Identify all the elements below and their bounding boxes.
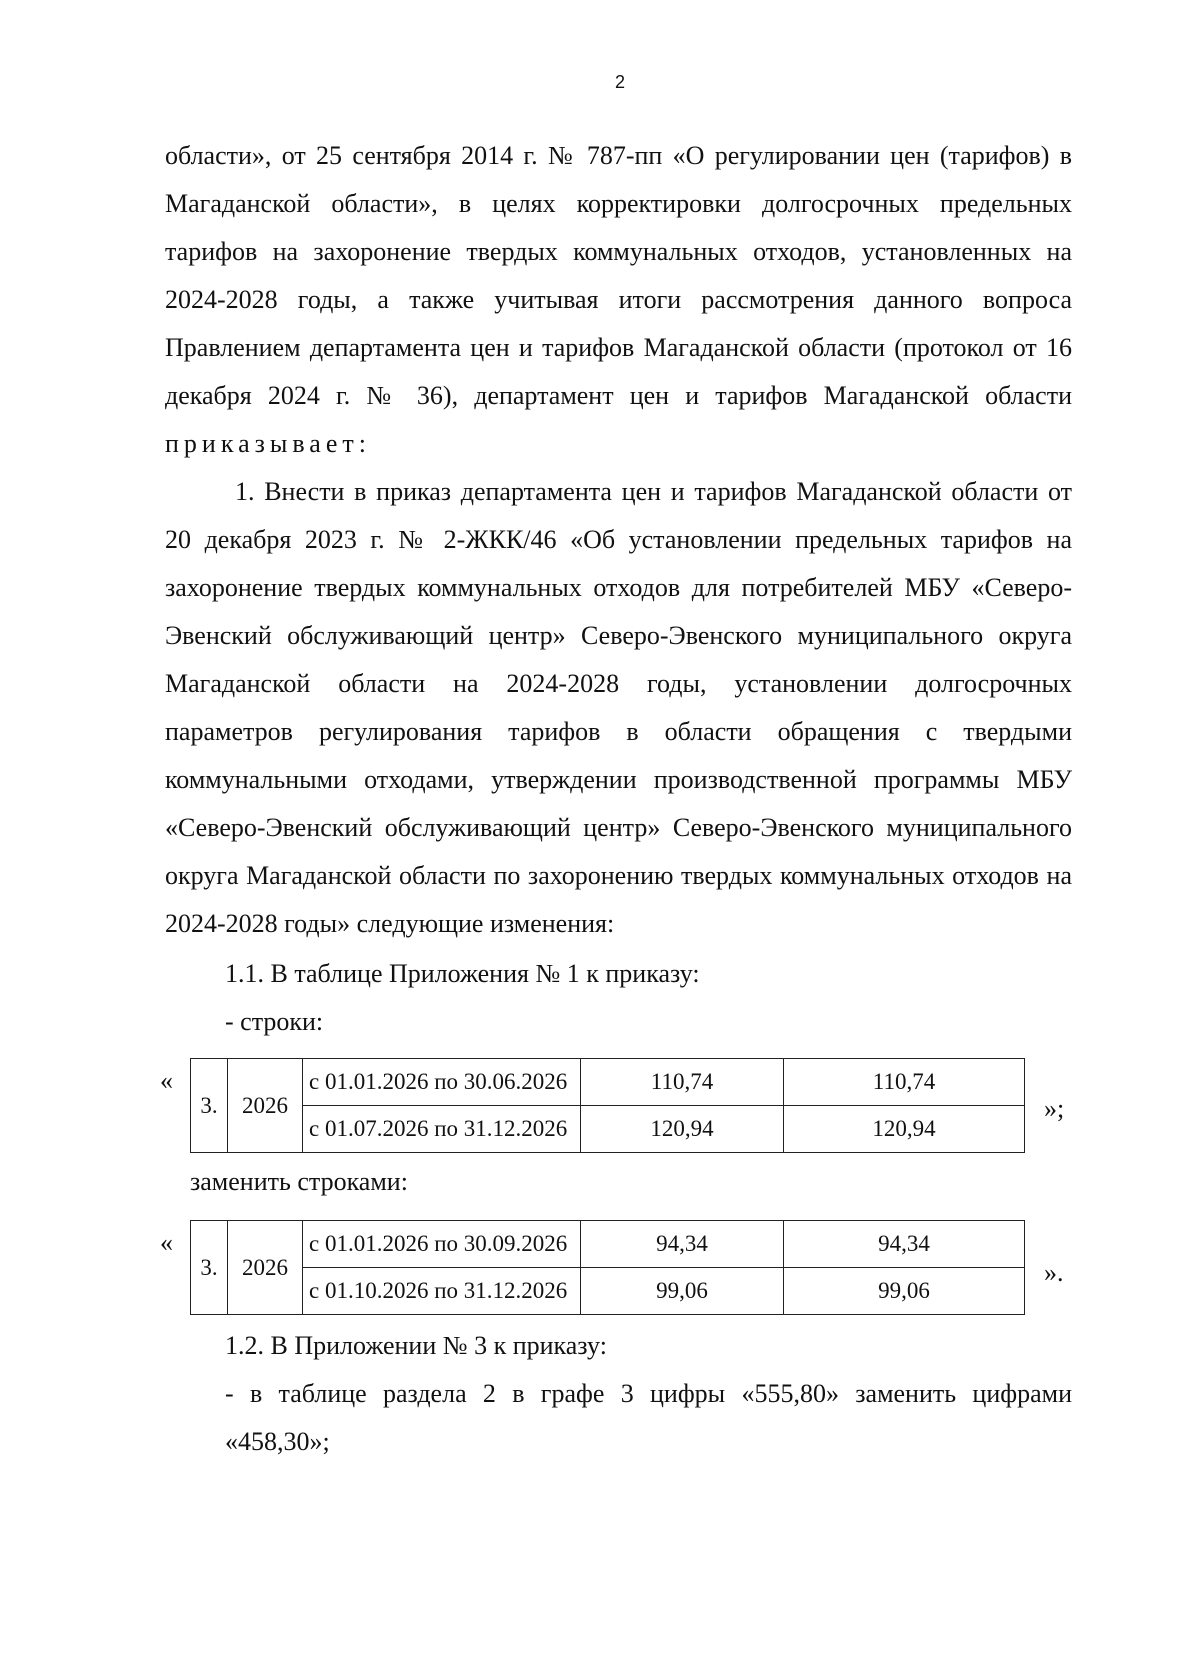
replace-label: заменить строками:: [190, 1167, 408, 1196]
row-year: 2026: [228, 1221, 303, 1315]
rows-label: - строки:: [225, 1007, 324, 1036]
item-1-2-heading: 1.2. В Приложении № 3 к приказу:: [225, 1331, 607, 1360]
table-old-rows: [190, 1058, 1025, 1153]
table-row: [191, 1106, 1025, 1153]
paragraph-item-1: [165, 468, 1072, 948]
period-cell: с 01.10.2026 по 31.12.2026: [303, 1268, 581, 1315]
item-1-text: 1. Внести в приказ департамента цен и тарифов Магаданской области от 20 декабря 2023 г. № 2-ЖКК/46 «Об установлении предельных тарифов на захоронение твердых коммунальных отходов для потребителей МБУ «Северо-Эвенский обслуживающий центр» Северо-Эвенского муниципального округа Магаданской области на 2024-2028 годы, установлении долгосрочных параметров регулирования тарифов в области обращения с твердыми коммунальными отходами, утверждении производственной программы МБУ «Северо-Эвенский обслуживающий центр» Северо-Эвенского муниципального округа Магаданской области по захоронению твердых коммунальных отходов на 2024-2028 годы» следующие изменения:: [165, 477, 1072, 938]
table-row: [191, 1221, 1025, 1268]
row-number: 3.: [191, 1221, 228, 1315]
value-cell-2: 99,06: [784, 1268, 1025, 1315]
period-cell: с 01.01.2026 по 30.09.2026: [303, 1221, 581, 1268]
value-cell-1: 94,34: [581, 1221, 784, 1268]
page-number: 2: [614, 72, 625, 92]
item-1-1-heading: 1.1. В таблице Приложения № 1 к приказу:: [225, 959, 700, 988]
quote-open-new: «: [160, 1228, 173, 1257]
item-1-2-text: - в таблице раздела 2 в графе 3 цифры «555,80» заменить цифрами «458,30»;: [225, 1379, 1072, 1456]
paragraph-preamble: [165, 132, 1072, 468]
value-cell-1: 110,74: [581, 1059, 784, 1106]
period-cell: с 01.07.2026 по 31.12.2026: [303, 1106, 581, 1153]
row-year: 2026: [228, 1059, 303, 1153]
quote-open-old: «: [160, 1066, 173, 1095]
value-cell-2: 94,34: [784, 1221, 1025, 1268]
table-row: [191, 1268, 1025, 1315]
row-number: 3.: [191, 1059, 228, 1153]
preamble-text: области», от 25 сентября 2014 г. № 787-пп «О регулировании цен (тарифов) в Магаданской области», в целях корректировки долгосрочных предельных тарифов на захоронение твердых коммунальных отходов, установленных на 2024-2028 годы, а также учитывая итоги рассмотрения данного вопроса Правлением департамента цен и тарифов Магаданской области (протокол от 16 декабря 2024 г. № 36), департамент цен и тарифов Магаданской области: [165, 141, 1072, 410]
quote-close-old: »;: [1044, 1094, 1065, 1123]
value-cell-2: 110,74: [784, 1059, 1025, 1106]
value-cell-2: 120,94: [784, 1106, 1025, 1153]
table-row: [191, 1059, 1025, 1106]
value-cell-1: 99,06: [581, 1268, 784, 1315]
table-new-rows: [190, 1220, 1025, 1315]
quote-close-new: ».: [1044, 1258, 1064, 1287]
value-cell-1: 120,94: [581, 1106, 784, 1153]
period-cell: с 01.01.2026 по 30.06.2026: [303, 1059, 581, 1106]
preamble-decree-word: приказывает:: [165, 429, 371, 458]
